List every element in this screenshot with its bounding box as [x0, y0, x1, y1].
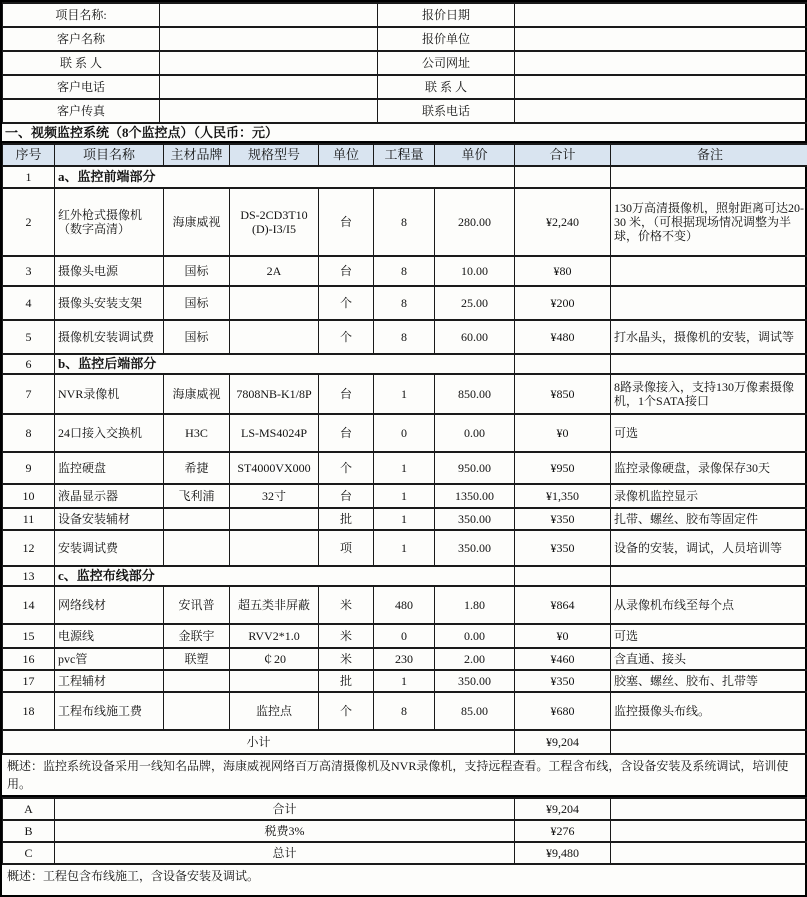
qty-cell: 0	[374, 414, 435, 452]
totals-table	[2, 797, 807, 865]
model-cell: 32寸	[230, 484, 319, 508]
field-value	[160, 75, 378, 99]
model-cell: RVV2*1.0	[230, 624, 319, 648]
brand-cell: H3C	[164, 414, 230, 452]
qty-cell: 1	[374, 374, 435, 414]
field-value	[160, 51, 378, 75]
unit-cell: 批	[319, 508, 374, 530]
total-value: ¥9,204	[515, 798, 611, 820]
model-cell: LS-MS4024P	[230, 414, 319, 452]
total-cell: ¥350	[515, 508, 611, 530]
row-number: 8	[3, 414, 55, 452]
field-value	[515, 99, 807, 123]
unit-cell: 台	[319, 484, 374, 508]
row-number: 12	[3, 530, 55, 566]
field-label: 项目名称:	[3, 3, 160, 27]
unit-cell: 米	[319, 586, 374, 624]
row-number: 5	[3, 320, 55, 354]
qty-cell: 8	[374, 188, 435, 256]
field-value	[160, 3, 378, 27]
total-cell: ¥80	[515, 256, 611, 286]
grand-total-row	[3, 842, 807, 864]
price-cell: 85.00	[435, 692, 515, 730]
unit-cell: 台	[319, 374, 374, 414]
price-cell: 950.00	[435, 452, 515, 484]
brand-cell	[164, 508, 230, 530]
table-row	[3, 320, 807, 354]
item-name: 工程布线施工费	[55, 692, 164, 730]
model-cell	[230, 530, 319, 566]
item-name: 电源线	[55, 624, 164, 648]
price-cell: 350.00	[435, 508, 515, 530]
field-value	[160, 27, 378, 51]
top-info-table	[2, 2, 807, 124]
unit-cell: 台	[319, 188, 374, 256]
note-cell: 录像机监控显示	[611, 484, 807, 508]
section-row	[3, 566, 807, 586]
brand-cell: 希捷	[164, 452, 230, 484]
note-cell: 8路录像接入，支持130万像素摄像机，1个SATA接口	[611, 374, 807, 414]
table-row	[3, 414, 807, 452]
qty-cell: 1	[374, 484, 435, 508]
total-cell: ¥2,240	[515, 188, 611, 256]
price-cell: 2.00	[435, 648, 515, 670]
brand-cell: 安讯普	[164, 586, 230, 624]
price-cell: 25.00	[435, 286, 515, 320]
brand-cell: 金联宇	[164, 624, 230, 648]
note-cell: 可选	[611, 624, 807, 648]
table-row	[3, 374, 807, 414]
price-cell: 60.00	[435, 320, 515, 354]
info-row	[3, 27, 807, 51]
table-row	[3, 530, 807, 566]
row-number: 16	[3, 648, 55, 670]
column-header: 项目名称	[55, 144, 164, 166]
brand-cell	[164, 530, 230, 566]
row-number: 18	[3, 692, 55, 730]
row-number: 14	[3, 586, 55, 624]
total-cell: ¥460	[515, 648, 611, 670]
note-cell: 打水晶头，摄像机的安装，调试等	[611, 320, 807, 354]
unit-cell: 米	[319, 624, 374, 648]
section-row	[3, 166, 807, 188]
note-cell	[611, 566, 807, 586]
subtotal-label: 小计	[3, 730, 515, 754]
column-header: 备注	[611, 144, 807, 166]
model-cell	[230, 320, 319, 354]
brand-cell	[164, 692, 230, 730]
section-label: b、监控后端部分	[55, 354, 515, 374]
brand-cell: 海康威视	[164, 374, 230, 414]
model-cell: DS-2CD3T10(D)-I3/I5	[230, 188, 319, 256]
item-name: pvc管	[55, 648, 164, 670]
item-name: 监控硬盘	[55, 452, 164, 484]
grand-total-row	[3, 820, 807, 842]
note-cell	[611, 354, 807, 374]
row-number: 6	[3, 354, 55, 374]
subtotal-row	[3, 730, 807, 754]
total-cell: ¥350	[515, 530, 611, 566]
note-cell: 胶塞、螺丝、胶布、扎带等	[611, 670, 807, 692]
table-row	[3, 508, 807, 530]
table-row	[3, 188, 807, 256]
note-cell: 扎带、螺丝、胶布等固定件	[611, 508, 807, 530]
table-row	[3, 670, 807, 692]
brand-cell: 飞利浦	[164, 484, 230, 508]
price-cell: 1.80	[435, 586, 515, 624]
column-header: 单价	[435, 144, 515, 166]
qty-cell: 230	[374, 648, 435, 670]
model-cell: 监控点	[230, 692, 319, 730]
field-value	[515, 27, 807, 51]
qty-cell: 8	[374, 256, 435, 286]
price-cell: 10.00	[435, 256, 515, 286]
row-number: 17	[3, 670, 55, 692]
item-name: 24口接入交换机	[55, 414, 164, 452]
section-label: a、监控前端部分	[55, 166, 515, 188]
note-cell	[611, 842, 807, 864]
note-cell	[611, 798, 807, 820]
unit-cell: 台	[319, 414, 374, 452]
grand-total-row	[3, 798, 807, 820]
column-header: 合计	[515, 144, 611, 166]
price-cell: 280.00	[435, 188, 515, 256]
model-cell: 7808NB-K1/8P	[230, 374, 319, 414]
row-number: 11	[3, 508, 55, 530]
total-cell: ¥0	[515, 414, 611, 452]
item-name: 摄像头电源	[55, 256, 164, 286]
note-cell	[611, 820, 807, 842]
note-cell	[611, 256, 807, 286]
section-row	[3, 354, 807, 374]
item-name: 摄像机安装调试费	[55, 320, 164, 354]
table-row	[3, 484, 807, 508]
row-number: 4	[3, 286, 55, 320]
price-cell: 0.00	[435, 624, 515, 648]
item-name: 红外枪式摄像机（数字高清）	[55, 188, 164, 256]
unit-cell: 个	[319, 452, 374, 484]
qty-cell: 1	[374, 452, 435, 484]
section-title: 一、视频监控系统（8个监控点）（人民币：元）	[2, 124, 805, 143]
row-number: 3	[3, 256, 55, 286]
items-table	[2, 143, 807, 755]
unit-cell: 米	[319, 648, 374, 670]
note-cell: 设备的安装，调试，人员培训等	[611, 530, 807, 566]
column-header: 规格型号	[230, 144, 319, 166]
brand-cell: 海康威视	[164, 188, 230, 256]
row-number: 13	[3, 566, 55, 586]
field-label: 报价日期	[378, 3, 515, 27]
info-row	[3, 51, 807, 75]
subtotal-value: ¥9,204	[515, 730, 611, 754]
note-cell	[611, 166, 807, 188]
note-cell: 130万高清摄像机，照射距离可达20-30 米，（可根据现场情况调整为半球，价格不变）	[611, 188, 807, 256]
field-label: 联 系 人	[378, 75, 515, 99]
row-number: 9	[3, 452, 55, 484]
row-number: 10	[3, 484, 55, 508]
total-cell: ¥0	[515, 624, 611, 648]
field-label: 客户电话	[3, 75, 160, 99]
total-cell: ¥680	[515, 692, 611, 730]
item-name: 液晶显示器	[55, 484, 164, 508]
total-code: C	[3, 842, 55, 864]
field-value	[160, 99, 378, 123]
field-value	[515, 51, 807, 75]
field-value	[515, 3, 807, 27]
table-row	[3, 624, 807, 648]
qty-cell: 1	[374, 670, 435, 692]
info-row	[3, 99, 807, 123]
unit-cell: 批	[319, 670, 374, 692]
total-cell: ¥850	[515, 374, 611, 414]
info-row	[3, 3, 807, 27]
qty-cell: 8	[374, 320, 435, 354]
qty-cell: 1	[374, 508, 435, 530]
total-cell	[515, 566, 611, 586]
column-header: 工程量	[374, 144, 435, 166]
qty-cell: 480	[374, 586, 435, 624]
section-label: c、监控布线部分	[55, 566, 515, 586]
brand-cell	[164, 670, 230, 692]
column-header: 主材品牌	[164, 144, 230, 166]
summary-note: 概述：监控系统设备采用一线知名品牌，海康威视网络百万高清摄像机及NVR录像机，支持远程查看。工程含布线，含设备安装及系统调试，培训使用。	[2, 755, 805, 797]
model-cell	[230, 286, 319, 320]
total-cell: ¥200	[515, 286, 611, 320]
unit-cell: 项	[319, 530, 374, 566]
note-cell: 从录像机布线至每个点	[611, 586, 807, 624]
model-cell: 2A	[230, 256, 319, 286]
field-label: 联系电话	[378, 99, 515, 123]
qty-cell: 8	[374, 692, 435, 730]
row-number: 7	[3, 374, 55, 414]
row-number: 1	[3, 166, 55, 188]
info-row	[3, 75, 807, 99]
table-row	[3, 648, 807, 670]
table-header-row	[3, 144, 807, 166]
total-cell: ¥1,350	[515, 484, 611, 508]
unit-cell: 个	[319, 286, 374, 320]
item-name: NVR录像机	[55, 374, 164, 414]
model-cell: 超五类非屏蔽	[230, 586, 319, 624]
note-cell: 监控摄像头布线。	[611, 692, 807, 730]
item-name: 安装调试费	[55, 530, 164, 566]
row-number: 15	[3, 624, 55, 648]
total-cell	[515, 354, 611, 374]
unit-cell: 个	[319, 320, 374, 354]
total-cell	[515, 166, 611, 188]
total-cell: ¥864	[515, 586, 611, 624]
field-label: 客户名称	[3, 27, 160, 51]
field-label: 公司网址	[378, 51, 515, 75]
model-cell	[230, 670, 319, 692]
note-cell: 监控录像硬盘，录像保存30天	[611, 452, 807, 484]
item-name: 摄像头安装支架	[55, 286, 164, 320]
brand-cell: 联塑	[164, 648, 230, 670]
table-row	[3, 692, 807, 730]
brand-cell: 国标	[164, 320, 230, 354]
note-cell: 含直通、接头	[611, 648, 807, 670]
item-name: 工程辅材	[55, 670, 164, 692]
price-cell: 350.00	[435, 530, 515, 566]
brand-cell: 国标	[164, 256, 230, 286]
note-cell: 可选	[611, 414, 807, 452]
price-cell: 350.00	[435, 670, 515, 692]
note-cell	[611, 286, 807, 320]
table-row	[3, 286, 807, 320]
total-value: ¥276	[515, 820, 611, 842]
field-label: 联 系 人	[3, 51, 160, 75]
total-value: ¥9,480	[515, 842, 611, 864]
field-label: 报价单位	[378, 27, 515, 51]
table-row	[3, 256, 807, 286]
total-label: 税费3%	[55, 820, 515, 842]
qty-cell: 1	[374, 530, 435, 566]
unit-cell: 台	[319, 256, 374, 286]
total-code: B	[3, 820, 55, 842]
field-value	[515, 75, 807, 99]
total-cell: ¥950	[515, 452, 611, 484]
column-header: 单位	[319, 144, 374, 166]
item-name: 设备安装辅材	[55, 508, 164, 530]
column-header: 序号	[3, 144, 55, 166]
price-cell: 850.00	[435, 374, 515, 414]
row-number: 2	[3, 188, 55, 256]
footer-note: 概述：工程包含布线施工，含设备安装及调试。	[2, 865, 805, 895]
model-cell: ￠20	[230, 648, 319, 670]
note-cell	[611, 730, 807, 754]
unit-cell: 个	[319, 692, 374, 730]
total-label: 合计	[55, 798, 515, 820]
total-code: A	[3, 798, 55, 820]
table-row	[3, 452, 807, 484]
price-cell: 0.00	[435, 414, 515, 452]
field-label: 客户传真	[3, 99, 160, 123]
qty-cell: 8	[374, 286, 435, 320]
brand-cell: 国标	[164, 286, 230, 320]
item-name: 网络线材	[55, 586, 164, 624]
table-row	[3, 586, 807, 624]
qty-cell: 0	[374, 624, 435, 648]
total-cell: ¥480	[515, 320, 611, 354]
total-cell: ¥350	[515, 670, 611, 692]
model-cell	[230, 508, 319, 530]
price-cell: 1350.00	[435, 484, 515, 508]
total-label: 总计	[55, 842, 515, 864]
model-cell: ST4000VX000	[230, 452, 319, 484]
